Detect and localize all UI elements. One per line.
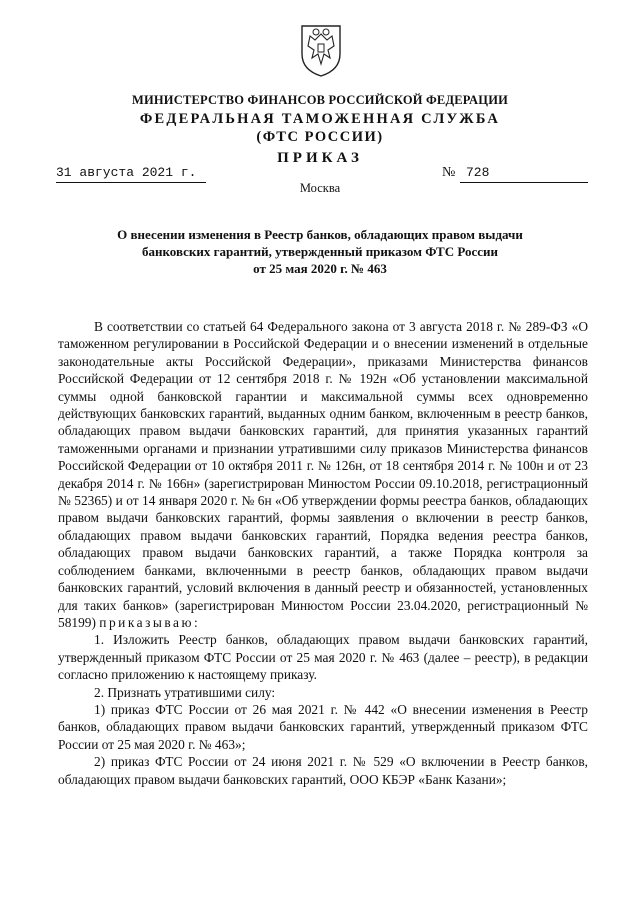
paragraph-1: 1. Изложить Реестр банков, обладающих правом выдачи банковских гарантий, утвержденный приказом ФТС России от 25 мая 2020 г. № 463 (далее – реестр), в редакции согласно приложению к настоящему приказу. [58,632,588,683]
document-title [60,226,580,277]
ministry-name: МИНИСТЕРСТВО ФИНАНСОВ РОССИЙСКОЙ ФЕДЕРАЦИИ [131,93,509,107]
order-directive: приказываю: [99,614,201,630]
city: Москва [299,181,341,195]
document-type: ПРИКАЗ [277,150,363,166]
service-name: ФЕДЕРАЛЬНАЯ ТАМОЖЕННАЯ СЛУЖБА [139,111,501,127]
service-abbreviation: (ФТС РОССИИ) [256,129,384,145]
paragraph-2: 2. Признать утратившими силу: [94,684,276,700]
document-body [58,318,588,788]
title-line: от 25 мая 2020 г. № 463 [253,261,387,276]
preamble-text: В соответствии со статьей 64 Федерального закона от 3 августа 2018 г. № 289-ФЗ «О таможенном регулировании в Российской Федерации и о внесении изменений в отдельные законодательные акты Российской Федерации», приказами Министерства финансов Российской Федерации от 12 сентября 2018 г. № 192н «Об установлении максимальной суммы одной банковской гарантии и максимальной суммы всех одновременно действующих банковских гарантий, выданных одним банком, включенным в реестр банков, обладающих правом выдачи банковских гарантий, для принятия указанных гарантий таможенными органами и признании утратившими силу приказов Министерства финансов Российской Федерации от 10 октября 2011 г. № 126н, от 18 сентября 2014 г. № 100н и от 23 декабря 2014 г. № 166н» (зарегистрирован Минюстом России 09.10.2018, регистрационный № 52365) и от 14 января 2020 г. № 6н «Об утверждении формы реестра банков, обладающих правом выдачи банковских гарантий, формы заявления о включении в реестр банков, обладающих правом выдачи банковских гарантий, Порядка ведения реестра банков, обладающих правом выдачи банковских гарантий, а также Порядка контроля за соблюдением банками, включенными в реестр банков, обладающих правом выдачи банковских гарантий, условий включения в данный реестр и обязанностей, установленных для таких банков» (зарегистрирован Минюстом России 23.04.2020, регистрационный № 58199) [58,319,588,630]
paragraph-2-item-2: 2) приказ ФТС России от 24 июня 2021 г. № 529 «О включении в Реестр банков, обладающих правом выдачи банковских гарантий, ООО КБЭР «Банк Казани»; [58,754,588,787]
coat-of-arms-icon [298,20,344,78]
order-number-label: № [442,165,456,180]
order-number: 728 [466,165,490,180]
title-line: банковских гарантий, утвержденный приказом ФТС России [141,244,498,259]
paragraph-2-item-1: 1) приказ ФТС России от 26 мая 2021 г. № 442 «О внесении изменения в Реестр банков, обладающих правом выдачи банковских гарантий, утвержденный приказом ФТС России от 25 мая 2020 г. № 463»; [58,701,588,752]
preamble-paragraph [58,318,588,631]
order-date: 31 августа 2021 г. [56,165,197,180]
title-line: О внесении изменения в Реестр банков, обладающих правом выдачи [117,227,523,242]
